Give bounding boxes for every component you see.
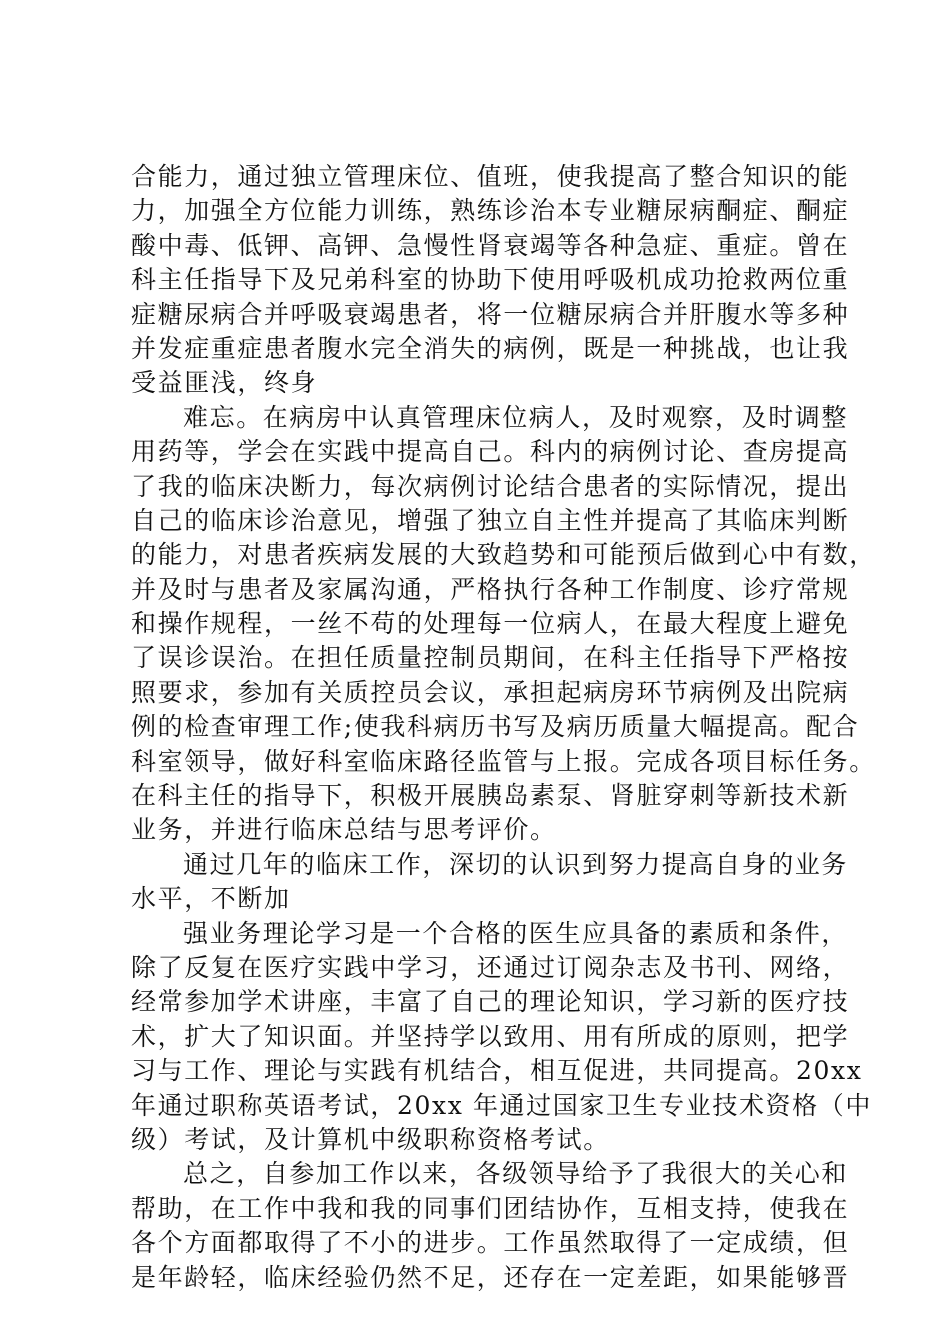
text-line: 科主任指导下及兄弟科室的协助下使用呼吸机成功抢救两位重: [131, 265, 850, 295]
text-line: 是年龄轻，临床经验仍然不足，还存在一定差距，如果能够晋: [131, 1262, 850, 1292]
text-line: 照要求，参加有关质控员会议，承担起病房环节病例及出院病: [131, 677, 850, 707]
text-line: 年通过职称英语考试，20xx 年通过国家卫生专业技术资格（中: [131, 1090, 872, 1120]
text-line: 了我的临床决断力，每次病例讨论结合患者的实际情况，提出: [131, 471, 850, 501]
text-line: 除了反复在医疗实践中学习，还通过订阅杂志及书刊、网络，: [131, 952, 850, 982]
text-line: 自己的临床诊治意见，增强了独立自主性并提高了其临床判断: [131, 505, 850, 535]
text-line: 水平，不断加: [131, 884, 291, 914]
text-line: 的能力，对患者疾病发展的大致趋势和可能预后做到心中有数，: [131, 540, 876, 570]
body-text: [131, 160, 876, 1295]
text-line: 并及时与患者及家属沟通，严格执行各种工作制度、诊疗常规: [131, 574, 850, 604]
text-line: 了误诊误治。在担任质量控制员期间，在科主任指导下严格按: [131, 643, 850, 673]
paragraph-start-line: 总之，自参加工作以来，各级领导给予了我很大的关心和: [183, 1159, 849, 1189]
text-line: 合能力，通过独立管理床位、值班，使我提高了整合知识的能: [131, 162, 850, 191]
text-line: 力，加强全方位能力训练，熟练诊治本专业糖尿病酮症、酮症: [131, 196, 850, 226]
text-line: 术，扩大了知识面。并坚持学以致用、用有所成的原则，把学: [131, 1021, 850, 1051]
text-line: 症糖尿病合并呼吸衰竭患者，将一位糖尿病合并肝腹水等多种: [131, 299, 850, 329]
text-line: 酸中毒、低钾、高钾、急慢性肾衰竭等各种急症、重症。曾在: [131, 230, 850, 260]
text-line: 帮助，在工作中我和我的同事们团结协作，互相支持，使我在: [131, 1193, 850, 1223]
paragraph-start-line: 强业务理论学习是一个合格的医生应具备的素质和条件，: [183, 918, 849, 948]
text-line: 经常参加学术讲座，丰富了自己的理论知识，学习新的医疗技: [131, 987, 850, 1017]
text-line: 用药等，学会在实践中提高自己。科内的病例讨论、查房提高: [131, 437, 850, 467]
text-line: 和操作规程，一丝不苟的处理每一位病人，在最大程度上避免: [131, 609, 850, 639]
paragraph-start-line: 难忘。在病房中认真管理床位病人，及时观察，及时调整: [183, 402, 849, 432]
text-line: 业务，并进行临床总结与思考评价。: [131, 815, 557, 845]
text-line: 级）考试，及计算机中级职称资格考试。: [131, 1124, 610, 1154]
text-line: 科室领导，做好科室临床路径监管与上报。完成各项目标任务。: [131, 746, 876, 776]
text-line: 并发症重症患者腹水完全消失的病例，既是一种挑战，也让我: [131, 333, 850, 363]
text-line: 在科主任的指导下，积极开展胰岛素泵、肾脏穿刺等新技术新: [131, 781, 850, 811]
paragraph-start-line: 通过几年的临床工作，深切的认识到努力提高自身的业务: [183, 849, 849, 879]
text-line: 各个方面都取得了不小的进步。工作虽然取得了一定成绩，但: [131, 1228, 850, 1258]
text-line: 受益匪浅，终身: [131, 368, 318, 398]
text-line: 例的检查审理工作;使我科病历书写及病历质量大幅提高。配合: [131, 712, 860, 742]
text-line: 习与工作、理论与实践有机结合，相互促进，共同提高。20xx: [131, 1056, 863, 1086]
